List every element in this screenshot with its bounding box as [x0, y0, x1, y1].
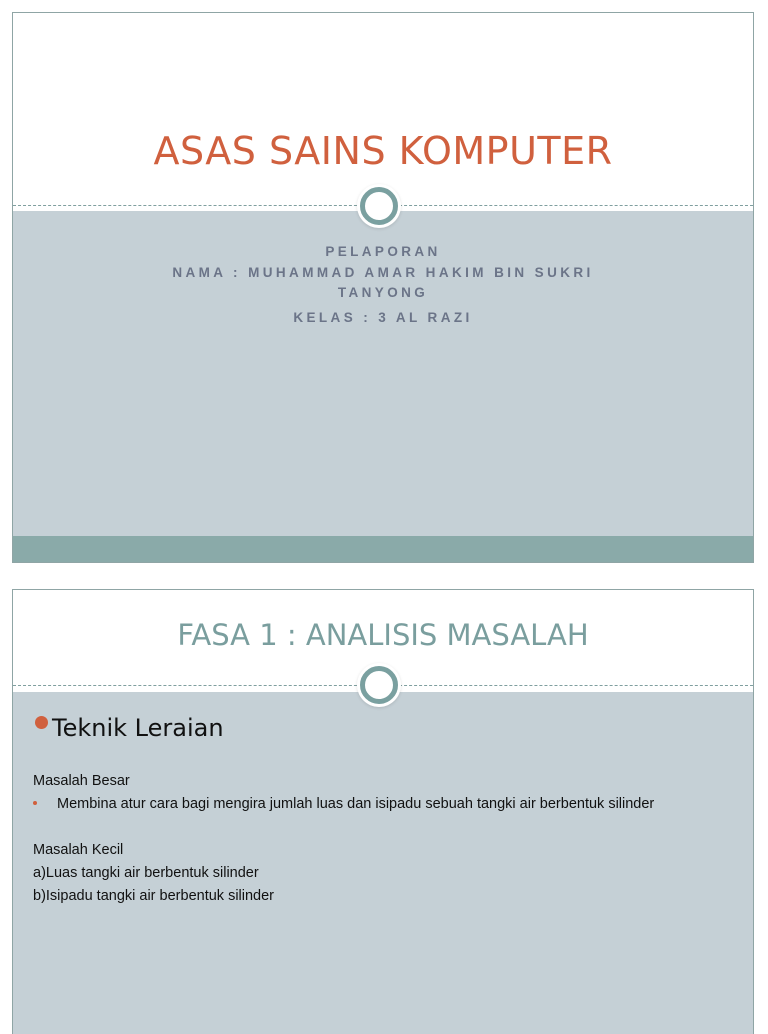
slide-body [33, 770, 654, 908]
list-item: a)Luas tangki air berbentuk silinder [33, 865, 259, 881]
list-item [33, 793, 654, 816]
slide-title: ASAS SAINS KOMPUTER [153, 129, 613, 173]
list-item: b)Isipadu tangki air berbentuk silinder [33, 888, 274, 904]
subtitle-line: KELAS : 3 AL RAZI [293, 310, 473, 325]
subtitle-line: NAMA : MUHAMMAD AMAR HAKIM BIN SUKRI [172, 265, 594, 280]
section-heading [35, 714, 224, 742]
subtitle-line: TANYONG [337, 285, 429, 300]
title-band [13, 13, 753, 211]
masalah-besar-label: Masalah Besar [33, 773, 130, 789]
slide-title: FASA 1 : ANALISIS MASALAH [177, 618, 589, 652]
bullet-icon [33, 801, 37, 805]
ring-ornament-icon [360, 666, 398, 704]
bullet-icon [35, 716, 48, 729]
ring-ornament-icon [360, 187, 398, 225]
slide-1 [12, 12, 754, 563]
slide-2 [12, 589, 754, 1034]
footer-bar [13, 536, 753, 562]
subtitle-line: PELAPORAN [325, 244, 441, 259]
list-item-text: Membina atur cara bagi mengira jumlah luas dan isipadu sebuah tangki air berbentuk silinder [57, 796, 655, 812]
masalah-kecil-label: Masalah Kecil [33, 842, 124, 858]
slide-subtitle [13, 241, 753, 329]
heading-text: Teknik Leraian [52, 714, 224, 742]
